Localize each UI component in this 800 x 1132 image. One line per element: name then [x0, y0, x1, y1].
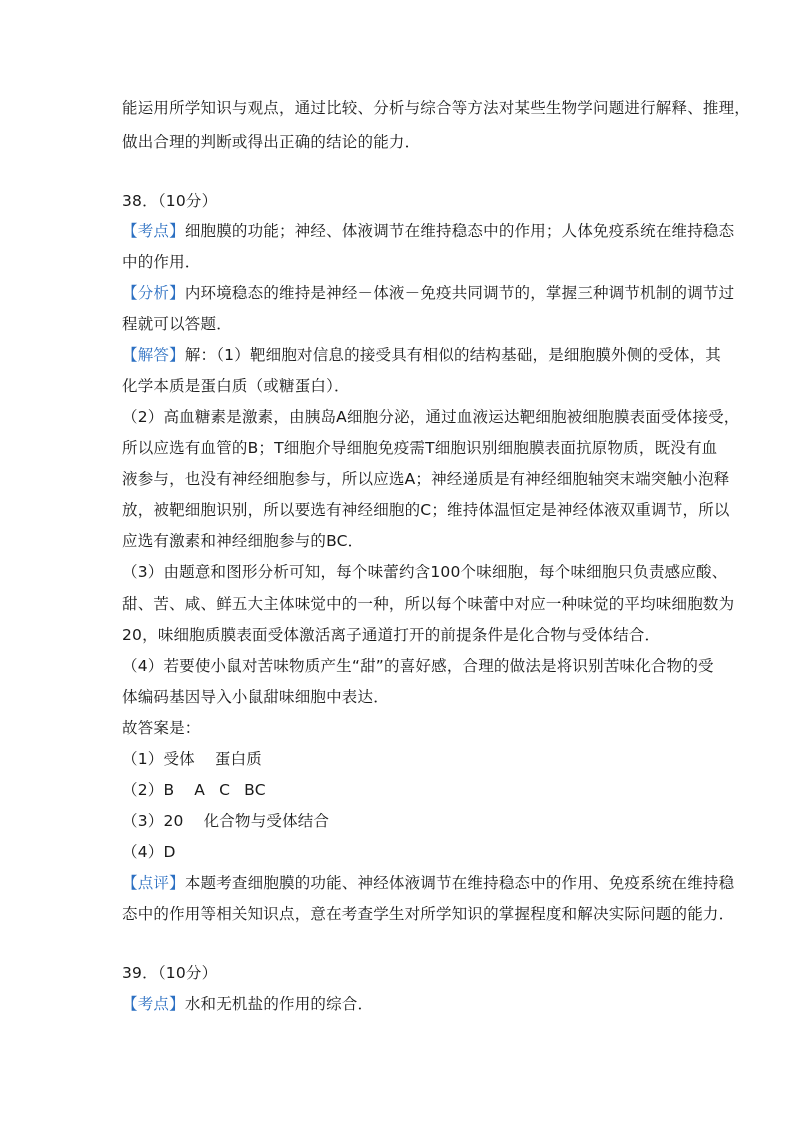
kaodian-line — [122, 221, 735, 241]
text-line: 应选有激素和神经细胞参与的BC． — [122, 532, 364, 550]
question-38-header: 38．（10分） — [122, 192, 218, 210]
text-line: 中的作用． — [122, 253, 201, 271]
answer-4: （4）D — [122, 843, 176, 861]
text-line: 甜、苦、咸、鲜五大主体味觉中的一种，所以每个味蕾中对应一种味觉的平均味细胞数为 — [122, 595, 735, 613]
dianping-tag: 【点评】 — [122, 874, 185, 892]
text-line: 做出合理的判断或得出正确的结论的能力． — [122, 133, 421, 151]
kaodian-text: 细胞膜的功能；神经、体液调节在维持稳态中的作用；人体免疫系统在维持稳态 — [184, 222, 735, 240]
jieda-text: 解：（1）靶细胞对信息的接受具有相似的结构基础，是细胞膜外侧的受体，其 — [184, 346, 721, 364]
answer-2-b: A — [194, 781, 206, 799]
text-line: 程就可以答题． — [122, 315, 232, 333]
jieda-line — [122, 345, 721, 365]
text-line: 能运用所学知识与观点，通过比较、分析与综合等方法对某些生物学问题进行解释、推理， — [122, 99, 751, 117]
dianping-line — [122, 873, 735, 893]
fenxi-tag: 【分析】 — [122, 284, 185, 302]
text-line: 放，被靶细胞识别，所以要选有神经细胞的C；维持体温恒定是神经体液双重调节，所以 — [122, 501, 730, 519]
text-line: 态中的作用等相关知识点，意在考查学生对所学知识的掌握程度和解决实际问题的能力． — [122, 905, 735, 923]
text-line: （2）高血糖素是激素，由胰岛A细胞分泌，通过血液运达靶细胞被细胞膜表面受体接受， — [122, 408, 740, 426]
text-line: 20，味细胞质膜表面受体激活离子通道打开的前提条件是化合物与受体结合． — [122, 626, 661, 644]
answer-intro: 故答案是： — [122, 719, 201, 737]
dianping-text: 本题考查细胞膜的功能、神经体液调节在维持稳态中的作用、免疫系统在维持稳 — [184, 874, 735, 892]
question-39-header: 39．（10分） — [122, 964, 218, 982]
kaodian-39-line — [122, 994, 682, 1014]
text-line: 体编码基因导入小鼠甜味细胞中表达． — [122, 688, 389, 706]
kaodian-tag: 【考点】 — [122, 222, 185, 240]
text-line: （4）若要使小鼠对苦味物质产生“甜”的喜好感，合理的做法是将识别苦味化合物的受 — [122, 657, 714, 675]
answer-2-a: （2）B — [122, 781, 175, 799]
fenxi-text: 内环境稳态的维持是神经－体液－免疫共同调节的，掌握三种调节机制的调节过 — [184, 284, 735, 302]
answer-3-a: （3）20 — [122, 812, 184, 830]
fenxi-line — [122, 283, 735, 303]
text-line: 化学本质是蛋白质（或糖蛋白）． — [122, 377, 350, 395]
answer-3 — [122, 811, 682, 831]
kaodian-39-text: 水和无机盐的作用的综合． — [184, 995, 374, 1013]
text-line: 所以应选有血管的B；T细胞介导细胞免疫需T细胞识别细胞膜表面抗原物质，既没有血 — [122, 439, 718, 457]
answer-2-c: C — [219, 781, 231, 799]
answer-3-b: 化合物与受体结合 — [203, 812, 330, 830]
text-line: 液参与，也没有神经细胞参与，所以应选A；神经递质是有神经细胞轴突末端突触小泡释 — [122, 470, 730, 488]
answer-1-b: 蛋白质 — [214, 750, 262, 768]
answer-2 — [122, 780, 682, 800]
answer-2-d: BC — [244, 781, 266, 799]
answer-1-a: （1）受体 — [122, 750, 195, 768]
text-line: （3）由题意和图形分析可知，每个味蕾约含100个味细胞，每个味细胞只负责感应酸、 — [122, 563, 728, 581]
kaodian-39-tag: 【考点】 — [122, 995, 185, 1013]
answer-1 — [122, 749, 682, 769]
jieda-tag: 【解答】 — [122, 346, 185, 364]
